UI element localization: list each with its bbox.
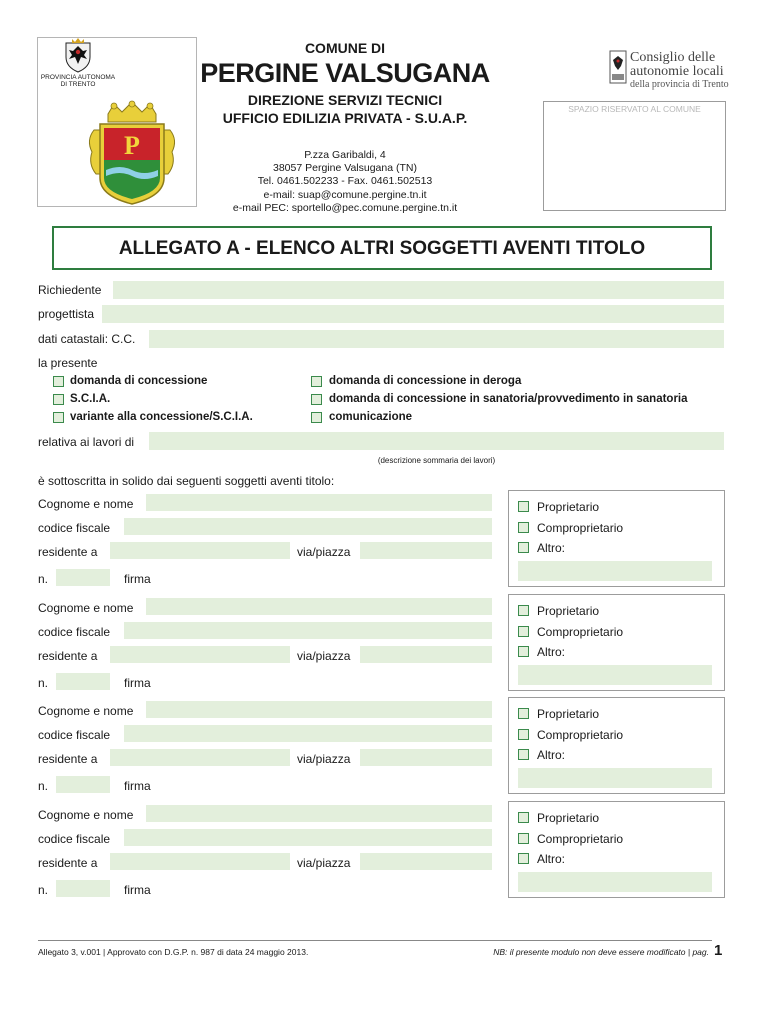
altro-field[interactable] bbox=[518, 561, 712, 581]
cognome-nome-field[interactable] bbox=[146, 805, 492, 822]
address-line: 38057 Pergine Valsugana (TN) bbox=[273, 162, 417, 175]
titolo-box bbox=[508, 594, 725, 691]
provincia-line1: PROVINCIA AUTONOMA bbox=[40, 74, 116, 81]
codice-fiscale-label: codice fiscale bbox=[38, 625, 111, 639]
progettista-label: progettista bbox=[38, 307, 95, 321]
checkbox-comproprietario[interactable] bbox=[518, 729, 529, 740]
option-label: S.C.I.A. bbox=[70, 393, 111, 405]
comproprietario-label: Comproprietario bbox=[537, 832, 624, 846]
checkbox-proprietario[interactable] bbox=[518, 605, 529, 616]
via-piazza-label: via/piazza bbox=[297, 649, 351, 663]
direzione-label: DIREZIONE SERVIZI TECNICI bbox=[247, 92, 443, 108]
checkbox-proprietario[interactable] bbox=[518, 708, 529, 719]
codice-fiscale-field[interactable] bbox=[124, 725, 492, 742]
proprietario-label: Proprietario bbox=[537, 500, 600, 514]
checkbox-proprietario[interactable] bbox=[518, 812, 529, 823]
numero-label: n. bbox=[38, 676, 49, 690]
residente-label: residente a bbox=[38, 649, 98, 663]
provincia-line2: DI TRENTO bbox=[60, 81, 96, 88]
spazio-riservato-label: SPAZIO RISERVATO AL COMUNE bbox=[568, 104, 701, 114]
cognome-nome-field[interactable] bbox=[146, 701, 492, 718]
checkbox-altro[interactable] bbox=[518, 749, 529, 760]
altro-field[interactable] bbox=[518, 665, 712, 685]
checkbox-comunicazione[interactable] bbox=[311, 412, 322, 423]
sottoscritta-label: è sottoscritta in solido dai seguenti soggetti aventi titolo: bbox=[38, 474, 335, 488]
numero-label: n. bbox=[38, 883, 49, 897]
residente-label: residente a bbox=[38, 545, 98, 559]
codice-fiscale-field[interactable] bbox=[124, 829, 492, 846]
altro-label: Altro: bbox=[537, 748, 566, 762]
titolo-box bbox=[508, 490, 725, 587]
consiglio-emblem bbox=[609, 50, 627, 84]
checkbox-altro[interactable] bbox=[518, 646, 529, 657]
address-line: P.zza Garibaldi, 4 bbox=[304, 149, 386, 161]
cognome-label: Cognome e nome bbox=[38, 808, 134, 822]
ufficio-label: UFFICIO EDILIZIA PRIVATA - S.U.A.P. bbox=[222, 110, 468, 126]
via-piazza-label: via/piazza bbox=[297, 752, 351, 766]
checkbox-comproprietario[interactable] bbox=[518, 833, 529, 844]
footer-right-text: NB: il presente modulo non deve essere modificato | pag. bbox=[493, 947, 709, 957]
altro-label: Altro: bbox=[537, 541, 566, 555]
numero-label: n. bbox=[38, 572, 49, 586]
descrizione-hint: (descrizione sommaria dei lavori) bbox=[377, 456, 496, 465]
richiedente-label: Richiedente bbox=[38, 283, 102, 297]
checkbox-scia[interactable] bbox=[53, 394, 64, 405]
cognome-label: Cognome e nome bbox=[38, 704, 134, 718]
svg-text:P: P bbox=[124, 131, 140, 160]
checkbox-concessione-sanatoria[interactable] bbox=[311, 394, 322, 405]
cognome-label: Cognome e nome bbox=[38, 601, 134, 615]
residente-field[interactable] bbox=[110, 542, 290, 559]
footer-left-text: Allegato 3, v.001 | Approvato con D.G.P. n. 987 di data 24 maggio 2013. bbox=[38, 947, 309, 957]
numero-field[interactable] bbox=[56, 569, 110, 586]
checkbox-domanda-concessione[interactable] bbox=[53, 376, 64, 387]
firma-label: firma bbox=[124, 676, 151, 690]
residente-field[interactable] bbox=[110, 749, 290, 766]
checkbox-variante[interactable] bbox=[53, 412, 64, 423]
codice-fiscale-label: codice fiscale bbox=[38, 832, 111, 846]
option-label: variante alla concessione/S.C.I.A. bbox=[70, 411, 253, 423]
cognome-nome-field[interactable] bbox=[146, 494, 492, 511]
titolo-box bbox=[508, 801, 725, 898]
consiglio-line3: della provincia di Trento bbox=[630, 79, 729, 90]
comune-di-label: COMUNE DI bbox=[304, 40, 386, 56]
richiedente-field[interactable] bbox=[113, 281, 724, 299]
checkbox-altro[interactable] bbox=[518, 853, 529, 864]
proprietario-label: Proprietario bbox=[537, 811, 600, 825]
address-line: e-mail PEC: sportello@pec.comune.pergine.tn.it bbox=[232, 201, 458, 214]
comune-name-title: PERGINE VALSUGANA bbox=[200, 58, 490, 88]
option-label: domanda di concessione in deroga bbox=[329, 375, 522, 387]
numero-field[interactable] bbox=[56, 673, 110, 690]
option-label: domanda di concessione in sanatoria/provvedimento in sanatoria bbox=[329, 393, 688, 405]
via-piazza-label: via/piazza bbox=[297, 856, 351, 870]
proprietario-label: Proprietario bbox=[537, 707, 600, 721]
via-piazza-field[interactable] bbox=[360, 646, 492, 663]
address-block bbox=[220, 149, 470, 215]
altro-field[interactable] bbox=[518, 768, 712, 788]
via-piazza-field[interactable] bbox=[360, 542, 492, 559]
firma-label: firma bbox=[124, 883, 151, 897]
page-number: 1 bbox=[714, 942, 723, 959]
proprietario-label: Proprietario bbox=[537, 604, 600, 618]
checkbox-comproprietario[interactable] bbox=[518, 626, 529, 637]
comproprietario-label: Comproprietario bbox=[537, 521, 624, 535]
dati-catastali-label: dati catastali: C.C. bbox=[38, 332, 136, 346]
comproprietario-label: Comproprietario bbox=[537, 728, 624, 742]
option-label: comunicazione bbox=[329, 411, 413, 423]
option-label: domanda di concessione bbox=[70, 375, 208, 387]
cognome-nome-field[interactable] bbox=[146, 598, 492, 615]
codice-fiscale-label: codice fiscale bbox=[38, 521, 111, 535]
firma-label: firma bbox=[124, 779, 151, 793]
lavori-field[interactable] bbox=[149, 432, 724, 450]
address-line: Tel. 0461.502233 - Fax. 0461.502513 bbox=[257, 175, 433, 188]
residente-label: residente a bbox=[38, 856, 98, 870]
cognome-label: Cognome e nome bbox=[38, 497, 134, 511]
residente-label: residente a bbox=[38, 752, 98, 766]
comproprietario-label: Comproprietario bbox=[537, 625, 624, 639]
via-piazza-label: via/piazza bbox=[297, 545, 351, 559]
comune-crest-emblem bbox=[84, 100, 180, 206]
footer-divider bbox=[38, 940, 712, 941]
residente-field[interactable] bbox=[110, 853, 290, 870]
firma-label: firma bbox=[124, 572, 151, 586]
progettista-field[interactable] bbox=[102, 305, 724, 323]
numero-field[interactable] bbox=[56, 880, 110, 897]
dati-catastali-field[interactable] bbox=[149, 330, 724, 348]
numero-label: n. bbox=[38, 779, 49, 793]
numero-field[interactable] bbox=[56, 776, 110, 793]
altro-label: Altro: bbox=[537, 852, 566, 866]
checkbox-concessione-deroga[interactable] bbox=[311, 376, 322, 387]
page-title: ALLEGATO A - ELENCO ALTRI SOGGETTI AVENTI TITOLO bbox=[118, 238, 646, 259]
codice-fiscale-label: codice fiscale bbox=[38, 728, 111, 742]
spazio-riservato-box bbox=[543, 101, 726, 211]
titolo-box bbox=[508, 697, 725, 794]
consiglio-line1: Consiglio delle bbox=[630, 50, 716, 65]
altro-label: Altro: bbox=[537, 645, 566, 659]
residente-field[interactable] bbox=[110, 646, 290, 663]
codice-fiscale-field[interactable] bbox=[124, 518, 492, 535]
checkbox-proprietario[interactable] bbox=[518, 501, 529, 512]
checkbox-altro[interactable] bbox=[518, 542, 529, 553]
la-presente-label: la presente bbox=[38, 356, 98, 370]
provincia-eagle-emblem bbox=[63, 37, 93, 73]
consiglio-line2: autonomie locali bbox=[630, 64, 724, 79]
via-piazza-field[interactable] bbox=[360, 749, 492, 766]
checkbox-comproprietario[interactable] bbox=[518, 522, 529, 533]
altro-field[interactable] bbox=[518, 872, 712, 892]
via-piazza-field[interactable] bbox=[360, 853, 492, 870]
address-line: e-mail: suap@comune.pergine.tn.it bbox=[263, 188, 427, 201]
relativa-label: relativa ai lavori di bbox=[38, 435, 135, 449]
codice-fiscale-field[interactable] bbox=[124, 622, 492, 639]
